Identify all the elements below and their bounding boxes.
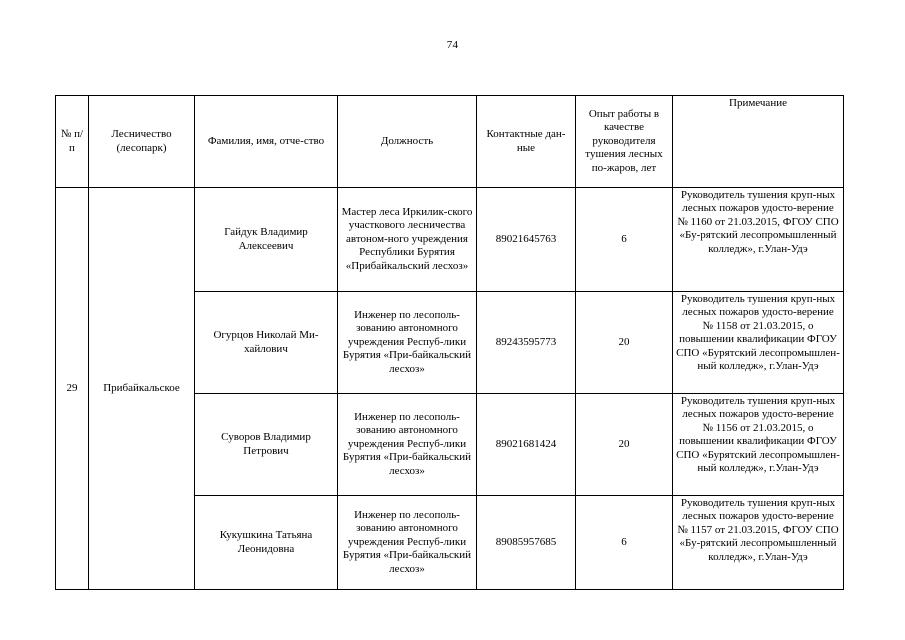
cell-position: Инженер по лесополь-зованию автономного учреждения Респуб-лики Бурятия «При-байкальский лесхоз»	[338, 496, 477, 590]
cell-name: Огурцов Николай Ми-хайлович	[195, 292, 338, 394]
cell-experience: 20	[576, 292, 673, 394]
cell-experience: 6	[576, 496, 673, 590]
cell-contact: 89085957685	[477, 496, 576, 590]
table-row	[56, 188, 844, 292]
header-name: Фамилия, имя, отче-ство	[195, 96, 338, 188]
cell-position: Мастер леса Иркилик-ского участкового лесничества автоном-ного учреждения Республики Бурятия «Прибайкальский лесхоз»	[338, 188, 477, 292]
cell-experience: 20	[576, 394, 673, 496]
cell-experience: 6	[576, 188, 673, 292]
header-contact: Контактные дан-ные	[477, 96, 576, 188]
header-num: № п/п	[56, 96, 89, 188]
cell-num: 29	[56, 188, 89, 590]
cell-notes: Руководитель тушения круп-ных лесных пожаров удосто-верение № 1160 от 21.03.2015, ФГОУ СПО «Бу-рятский лесопромышленный колледж», г.Улан-Удэ	[673, 188, 844, 292]
header-experience: Опыт работы в качестве руководителя тушения лесных по-жаров, лет	[576, 96, 673, 188]
cell-contact: 89021681424	[477, 394, 576, 496]
cell-position: Инженер по лесополь-зованию автономного учреждения Респуб-лики Бурятия «При-байкальский лесхоз»	[338, 394, 477, 496]
header-position: Должность	[338, 96, 477, 188]
header-notes: Примечание	[673, 96, 844, 188]
cell-notes: Руководитель тушения круп-ных лесных пожаров удосто-верение № 1156 от 21.03.2015, о повышении квалификации ФГОУ СПО «Бурятский лесопромышлен-ный колледж», г.Улан-Удэ	[673, 394, 844, 496]
cell-notes: Руководитель тушения круп-ных лесных пожаров удосто-верение № 1158 от 21.03.2015, о повышении квалификации ФГОУ СПО «Бурятский лесопромышлен-ный колледж», г.Улан-Удэ	[673, 292, 844, 394]
table-header-row	[56, 96, 844, 188]
page-number: 74	[446, 39, 459, 51]
cell-contact: 89243595773	[477, 292, 576, 394]
cell-name: Гайдук Владимир Алексеевич	[195, 188, 338, 292]
cell-contact: 89021645763	[477, 188, 576, 292]
header-forestry: Лесничество (лесопарк)	[89, 96, 195, 188]
cell-notes: Руководитель тушения круп-ных лесных пожаров удосто-верение № 1157 от 21.03.2015, ФГОУ СПО «Бу-рятский лесопромышленный колледж», г.Улан-Удэ	[673, 496, 844, 590]
cell-position: Инженер по лесополь-зованию автономного учреждения Респуб-лики Бурятия «При-байкальский лесхоз»	[338, 292, 477, 394]
cell-name: Кукушкина Татьяна Леонидовна	[195, 496, 338, 590]
forestry-staff-table	[55, 95, 844, 590]
cell-name: Суворов Владимир Петрович	[195, 394, 338, 496]
cell-forestry: Прибайкальское	[89, 188, 195, 590]
